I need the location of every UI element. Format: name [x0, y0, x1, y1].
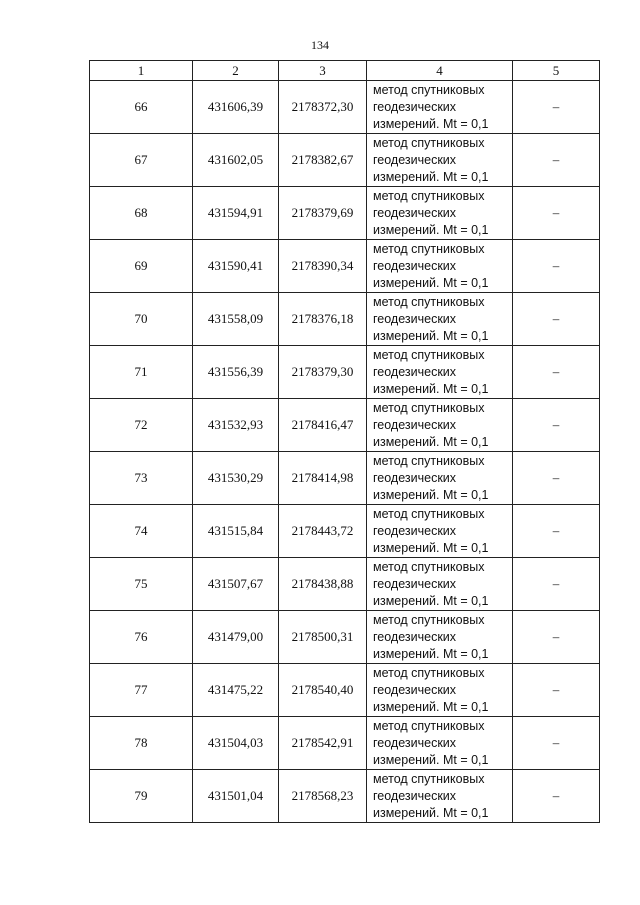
point-number-cell: 75	[90, 558, 193, 611]
y-coordinate-cell: 2178382,67	[279, 134, 367, 187]
table-row	[90, 134, 600, 187]
header-col-5: 5	[513, 61, 600, 81]
method-line-3: измерений. Mt = 0,1	[373, 540, 489, 555]
method-cell	[367, 81, 513, 134]
method-line-3: измерений. Mt = 0,1	[373, 434, 489, 449]
table-row	[90, 717, 600, 770]
y-coordinate-cell: 2178500,31	[279, 611, 367, 664]
method-cell	[367, 611, 513, 664]
y-coordinate-cell: 2178414,98	[279, 452, 367, 505]
method-line-1: метод спутниковых	[373, 400, 485, 415]
method-line-3: измерений. Mt = 0,1	[373, 116, 489, 131]
point-number-cell: 68	[90, 187, 193, 240]
method-line-2: геодезических	[373, 629, 457, 644]
method-cell	[367, 770, 513, 823]
x-coordinate-cell: 431558,09	[193, 293, 279, 346]
y-coordinate-cell: 2178568,23	[279, 770, 367, 823]
method-line-3: измерений. Mt = 0,1	[373, 752, 489, 767]
method-line-1: метод спутниковых	[373, 718, 485, 733]
y-coordinate-cell: 2178416,47	[279, 399, 367, 452]
point-number-cell: 70	[90, 293, 193, 346]
col5-cell: –	[513, 187, 600, 240]
method-line-2: геодезических	[373, 417, 457, 432]
x-coordinate-cell: 431606,39	[193, 81, 279, 134]
point-number-cell: 79	[90, 770, 193, 823]
col5-cell: –	[513, 452, 600, 505]
table-row	[90, 611, 600, 664]
point-number-cell: 76	[90, 611, 193, 664]
y-coordinate-cell: 2178379,30	[279, 346, 367, 399]
x-coordinate-cell: 431530,29	[193, 452, 279, 505]
y-coordinate-cell: 2178390,34	[279, 240, 367, 293]
method-line-1: метод спутниковых	[373, 453, 485, 468]
method-line-2: геодезических	[373, 152, 457, 167]
method-line-1: метод спутниковых	[373, 347, 485, 362]
y-coordinate-cell: 2178443,72	[279, 505, 367, 558]
method-line-2: геодезических	[373, 364, 457, 379]
col5-cell: –	[513, 81, 600, 134]
table-header-row	[90, 61, 600, 81]
point-number-cell: 73	[90, 452, 193, 505]
method-line-3: измерений. Mt = 0,1	[373, 328, 489, 343]
method-line-3: измерений. Mt = 0,1	[373, 381, 489, 396]
x-coordinate-cell: 431479,00	[193, 611, 279, 664]
point-number-cell: 67	[90, 134, 193, 187]
method-cell	[367, 664, 513, 717]
method-line-1: метод спутниковых	[373, 82, 485, 97]
method-line-1: метод спутниковых	[373, 612, 485, 627]
x-coordinate-cell: 431507,67	[193, 558, 279, 611]
table-row	[90, 240, 600, 293]
point-number-cell: 78	[90, 717, 193, 770]
table-row	[90, 399, 600, 452]
method-line-2: геодезических	[373, 576, 457, 591]
col5-cell: –	[513, 240, 600, 293]
method-line-3: измерений. Mt = 0,1	[373, 275, 489, 290]
y-coordinate-cell: 2178438,88	[279, 558, 367, 611]
table-row	[90, 558, 600, 611]
y-coordinate-cell: 2178376,18	[279, 293, 367, 346]
method-line-1: метод спутниковых	[373, 241, 485, 256]
method-line-1: метод спутниковых	[373, 294, 485, 309]
table-row	[90, 187, 600, 240]
method-line-3: измерений. Mt = 0,1	[373, 805, 489, 820]
col5-cell: –	[513, 611, 600, 664]
method-line-2: геодезических	[373, 205, 457, 220]
method-cell	[367, 399, 513, 452]
method-cell	[367, 187, 513, 240]
y-coordinate-cell: 2178542,91	[279, 717, 367, 770]
col5-cell: –	[513, 717, 600, 770]
header-col-3: 3	[279, 61, 367, 81]
x-coordinate-cell: 431602,05	[193, 134, 279, 187]
method-cell	[367, 505, 513, 558]
method-line-3: измерений. Mt = 0,1	[373, 169, 489, 184]
col5-cell: –	[513, 134, 600, 187]
header-col-2: 2	[193, 61, 279, 81]
method-cell	[367, 134, 513, 187]
method-line-2: геодезических	[373, 311, 457, 326]
method-line-2: геодезических	[373, 682, 457, 697]
method-line-2: геодезических	[373, 470, 457, 485]
method-line-1: метод спутниковых	[373, 135, 485, 150]
method-line-1: метод спутниковых	[373, 559, 485, 574]
table-row	[90, 505, 600, 558]
method-line-3: измерений. Mt = 0,1	[373, 699, 489, 714]
method-cell	[367, 558, 513, 611]
point-number-cell: 74	[90, 505, 193, 558]
col5-cell: –	[513, 399, 600, 452]
col5-cell: –	[513, 558, 600, 611]
header-col-1: 1	[90, 61, 193, 81]
x-coordinate-cell: 431504,03	[193, 717, 279, 770]
col5-cell: –	[513, 505, 600, 558]
page-number: 134	[311, 38, 329, 52]
point-number-cell: 66	[90, 81, 193, 134]
y-coordinate-cell: 2178540,40	[279, 664, 367, 717]
method-line-1: метод спутниковых	[373, 771, 485, 786]
x-coordinate-cell: 431556,39	[193, 346, 279, 399]
method-line-2: геодезических	[373, 735, 457, 750]
table-row	[90, 293, 600, 346]
x-coordinate-cell: 431501,04	[193, 770, 279, 823]
method-line-3: измерений. Mt = 0,1	[373, 487, 489, 502]
x-coordinate-cell: 431594,91	[193, 187, 279, 240]
method-cell	[367, 293, 513, 346]
method-line-2: геодезических	[373, 523, 457, 538]
table-row	[90, 452, 600, 505]
method-line-3: измерений. Mt = 0,1	[373, 222, 489, 237]
method-line-1: метод спутниковых	[373, 506, 485, 521]
col5-cell: –	[513, 770, 600, 823]
coordinates-table	[89, 60, 600, 823]
method-line-2: геодезических	[373, 788, 457, 803]
method-line-3: измерений. Mt = 0,1	[373, 593, 489, 608]
method-line-3: измерений. Mt = 0,1	[373, 646, 489, 661]
table-row	[90, 770, 600, 823]
method-line-1: метод спутниковых	[373, 665, 485, 680]
y-coordinate-cell: 2178379,69	[279, 187, 367, 240]
method-cell	[367, 452, 513, 505]
method-cell	[367, 717, 513, 770]
x-coordinate-cell: 431475,22	[193, 664, 279, 717]
col5-cell: –	[513, 346, 600, 399]
point-number-cell: 71	[90, 346, 193, 399]
header-col-4: 4	[367, 61, 513, 81]
table-row	[90, 346, 600, 399]
x-coordinate-cell: 431532,93	[193, 399, 279, 452]
point-number-cell: 69	[90, 240, 193, 293]
table-row	[90, 664, 600, 717]
x-coordinate-cell: 431515,84	[193, 505, 279, 558]
method-cell	[367, 240, 513, 293]
x-coordinate-cell: 431590,41	[193, 240, 279, 293]
col5-cell: –	[513, 293, 600, 346]
method-line-2: геодезических	[373, 258, 457, 273]
point-number-cell: 77	[90, 664, 193, 717]
y-coordinate-cell: 2178372,30	[279, 81, 367, 134]
table-row	[90, 81, 600, 134]
col5-cell: –	[513, 664, 600, 717]
point-number-cell: 72	[90, 399, 193, 452]
method-cell	[367, 346, 513, 399]
method-line-1: метод спутниковых	[373, 188, 485, 203]
method-line-2: геодезических	[373, 99, 457, 114]
